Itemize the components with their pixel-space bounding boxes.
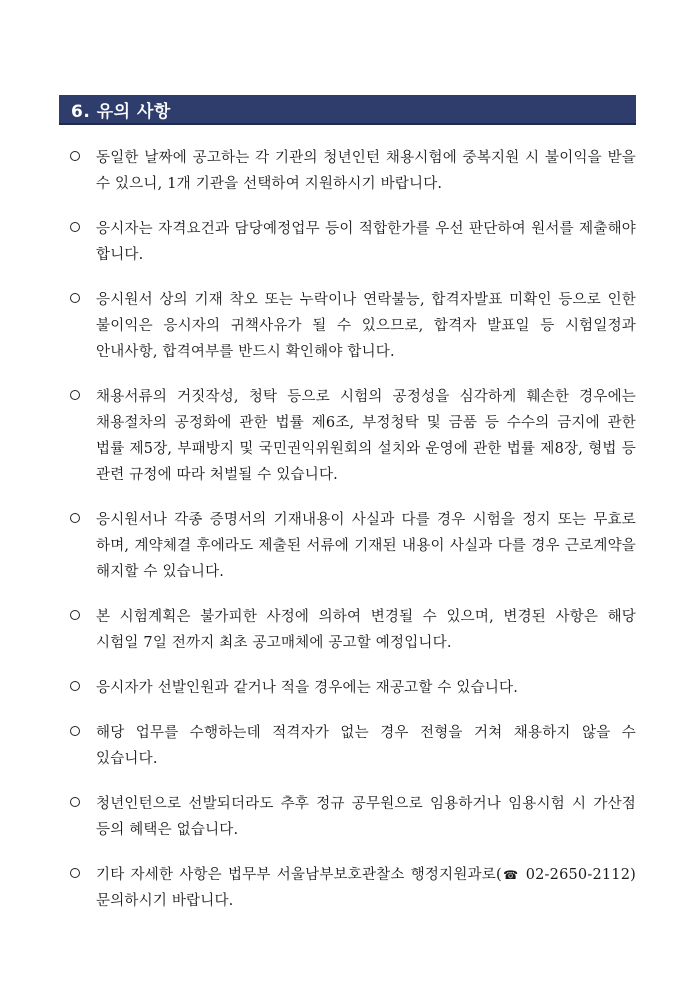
contact-prefix: 기타 자세한 사항은 법무부 서울남부보호관찰소 행정지원과로(: [96, 867, 502, 883]
notice-item-2: [70, 216, 636, 268]
notice-item-1: [70, 145, 636, 197]
circle-bullet-icon: [70, 293, 80, 303]
notice-item-contact: [70, 862, 636, 914]
notice-text: 채용서류의 거짓작성, 청탁 등으로 시험의 공정성을 심각하게 훼손한 경우에는 채용절차의 공정화에 관한 법률 제6조, 부정청탁 및 금품 등 수수의 금지에 관한 법률 제5장, 부패방지 및 국민권익위원회의 설치와 운영에 관한 법률 제8장, 형법 등 관련 규정에 따라 처벌될 수 있습니다.: [96, 389, 636, 483]
notice-text: 응시자가 선발인원과 같거나 적을 경우에는 재공고할 수 있습니다.: [96, 680, 519, 696]
circle-bullet-icon: [70, 681, 80, 691]
contact-phone: 02-2650-2112: [525, 867, 631, 883]
notice-text: 동일한 날짜에 공고하는 각 기관의 청년인턴 채용시험에 중복지원 시 불이익을 받을 수 있으니, 1개 기관을 선택하여 지원하시기 바랍니다.: [96, 150, 636, 192]
circle-bullet-icon: [70, 151, 80, 161]
contact-text: [96, 862, 636, 914]
notice-text: 응시원서나 각종 증명서의 기재내용이 사실과 다를 경우 시험을 정지 또는 무효로 하며, 계약체결 후에라도 제출된 서류에 기재된 내용이 사실과 다를 경우 근로계약을 해지할 수 있습니다.: [96, 512, 636, 580]
notice-item-9: [70, 791, 636, 843]
notice-item-3: [70, 287, 636, 365]
notice-text: 응시자는 자격요건과 담당예정업무 등이 적합한가를 우선 판단하여 원서를 제출해야 합니다.: [96, 221, 636, 263]
circle-bullet-icon: [70, 513, 80, 523]
contact-suffix: ) 문의하시기 바랍니다.: [96, 867, 636, 909]
circle-bullet-icon: [70, 868, 80, 878]
section-header: [59, 95, 636, 125]
section-title: 6. 유의 사항: [71, 101, 171, 122]
circle-bullet-icon: [70, 726, 80, 736]
notice-item-7: [70, 675, 636, 701]
circle-bullet-icon: [70, 222, 80, 232]
notice-item-6: [70, 604, 636, 656]
notice-text: 응시원서 상의 기재 착오 또는 누락이나 연락불능, 합격자발표 미확인 등으로 인한 불이익은 응시자의 귀책사유가 될 수 있으므로, 합격자 발표일 등 시험일정과 안내사항, 합격여부를 반드시 확인해야 합니다.: [96, 292, 636, 360]
notice-text: 해당 업무를 수행하는데 적격자가 없는 경우 전형을 거쳐 채용하지 않을 수 있습니다.: [96, 725, 636, 767]
circle-bullet-icon: [70, 797, 80, 807]
notice-item-8: [70, 720, 636, 772]
notice-text: 청년인턴으로 선발되더라도 추후 정규 공무원으로 임용하거나 임용시험 시 가산점 등의 혜택은 없습니다.: [96, 796, 636, 838]
notice-list: [70, 145, 636, 933]
notice-item-5: [70, 507, 636, 585]
notice-item-4: [70, 384, 636, 488]
circle-bullet-icon: [70, 610, 80, 620]
notice-text: 본 시험계획은 불가피한 사정에 의하여 변경될 수 있으며, 변경된 사항은 해당 시험일 7일 전까지 최초 공고매체에 공고할 예정입니다.: [96, 609, 636, 651]
circle-bullet-icon: [70, 390, 80, 400]
phone-icon: ☎: [501, 868, 520, 882]
